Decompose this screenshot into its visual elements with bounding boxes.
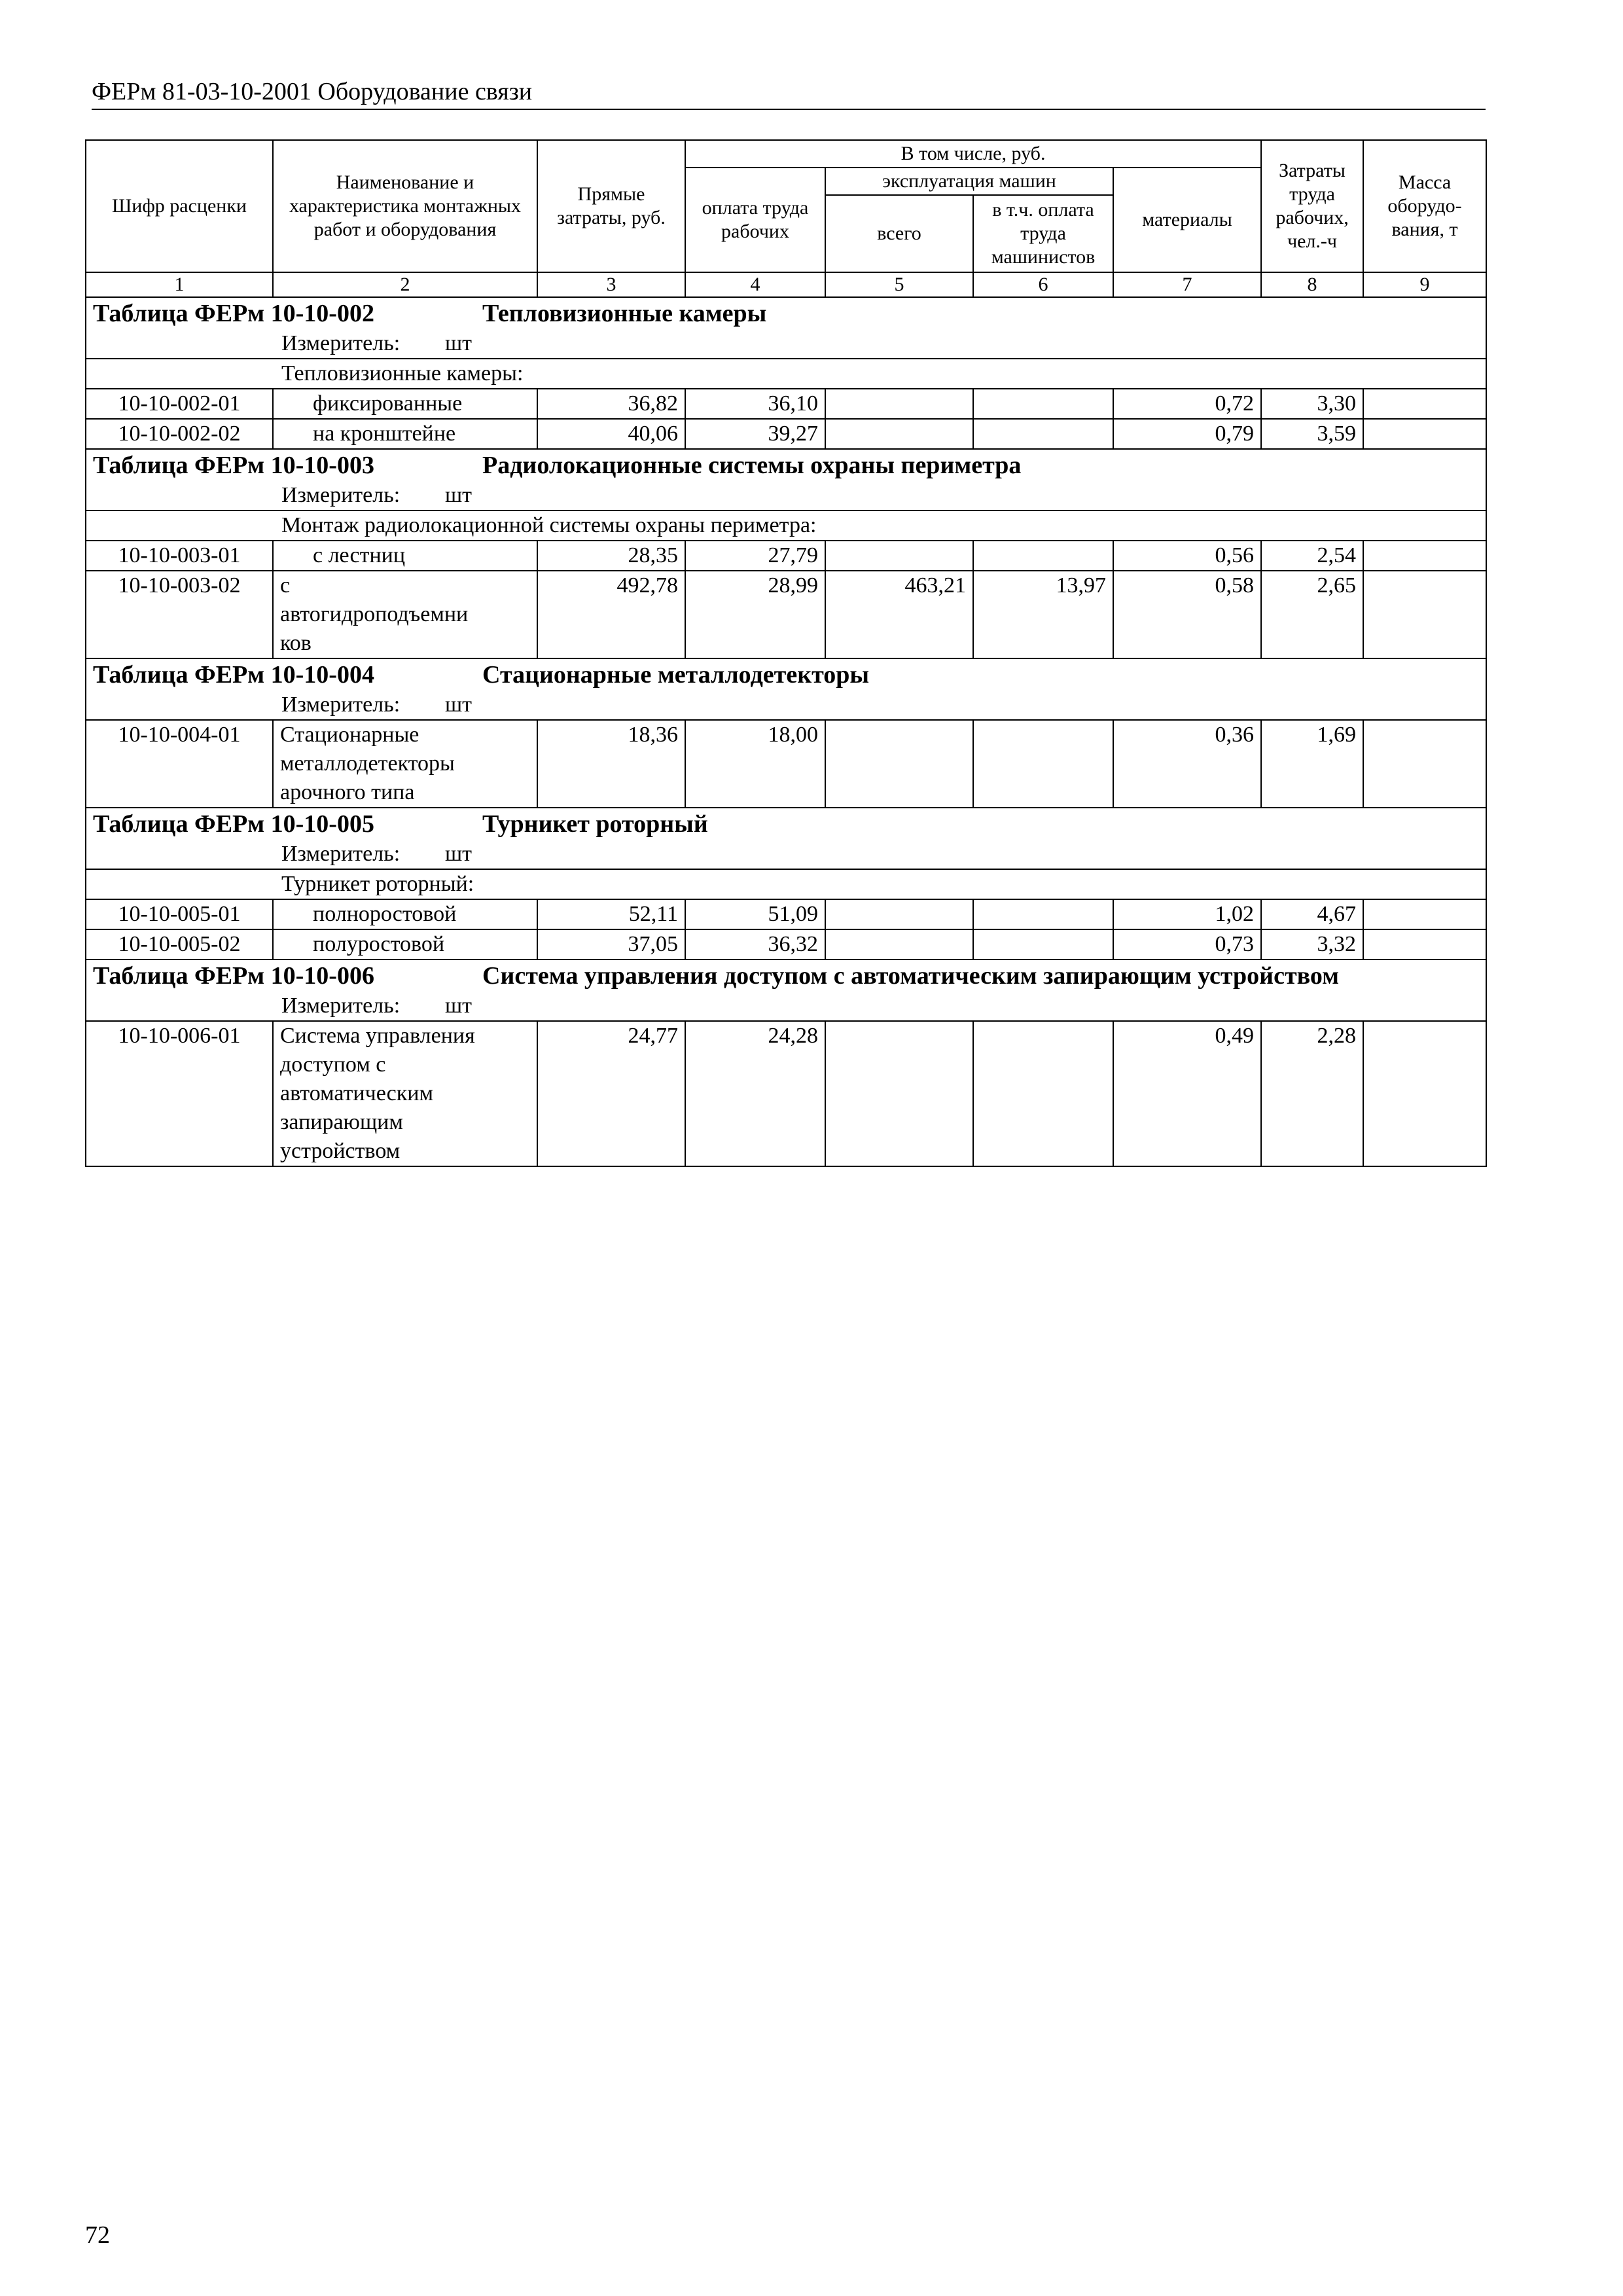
labor-cost: 1,69: [1261, 720, 1363, 808]
materials-cost: 0,79: [1113, 419, 1261, 449]
column-number: 1: [86, 272, 273, 297]
rate-code: 10-10-005-01: [86, 899, 273, 929]
meter-label: Измеритель:: [281, 842, 401, 866]
table-row: [86, 541, 1486, 571]
materials-cost: 0,72: [1113, 389, 1261, 419]
group-cell: [86, 511, 1486, 541]
work-name-line: арочного типа: [280, 780, 415, 804]
work-name-line: автоматическим: [280, 1081, 433, 1105]
rate-code: 10-10-003-02: [86, 571, 273, 658]
work-name: полуростовой: [273, 929, 537, 960]
labor-cost: 3,32: [1261, 929, 1363, 960]
labor-pay: 36,32: [685, 929, 825, 960]
equipment-mass: [1363, 899, 1486, 929]
meter-cell: [86, 481, 1486, 511]
labor-cost: 2,54: [1261, 541, 1363, 571]
table-title-row: [86, 960, 1486, 992]
table-title-cell: [86, 449, 1486, 481]
group-row: [86, 511, 1486, 541]
labor-pay: 27,79: [685, 541, 825, 571]
meter-row: [86, 329, 1486, 359]
direct-cost: 24,77: [537, 1021, 685, 1166]
equipment-mass: [1363, 541, 1486, 571]
direct-cost: 492,78: [537, 571, 685, 658]
machines-total: [825, 1021, 973, 1166]
table-code: Таблица ФЕРм 10-10-006: [93, 962, 374, 990]
work-name-line: запирающим: [280, 1110, 403, 1134]
table-row: [86, 571, 1486, 658]
work-name-line: устройством: [280, 1139, 401, 1163]
meter-label: Измеритель:: [281, 331, 401, 355]
group-row: [86, 359, 1486, 389]
equipment-mass: [1363, 419, 1486, 449]
labor-cost: 3,59: [1261, 419, 1363, 449]
materials-cost: 0,73: [1113, 929, 1261, 960]
direct-cost: 40,06: [537, 419, 685, 449]
labor-pay: 39,27: [685, 419, 825, 449]
work-name-line: металлодетекторы: [280, 751, 455, 776]
table-code: Таблица ФЕРм 10-10-003: [93, 452, 374, 479]
labor-cost: 3,30: [1261, 389, 1363, 419]
table-title-row: [86, 449, 1486, 481]
table-row: [86, 720, 1486, 808]
meter-unit: шт: [445, 483, 473, 507]
table-row: [86, 899, 1486, 929]
rate-code: 10-10-005-02: [86, 929, 273, 960]
table-title: Тепловизионные камеры: [482, 300, 767, 327]
meter-cell: [86, 329, 1486, 359]
table-title: Стационарные металлодетекторы: [482, 661, 870, 689]
rates-table: [85, 139, 1487, 1167]
meter-unit: шт: [445, 994, 473, 1018]
table-title: Система управления доступом с автоматическим запирающим устройством: [482, 962, 1340, 990]
column-numbers-row: [86, 272, 1486, 297]
direct-cost: 36,82: [537, 389, 685, 419]
table-row: [86, 419, 1486, 449]
materials-cost: 0,56: [1113, 541, 1261, 571]
table-code: Таблица ФЕРм 10-10-004: [93, 661, 374, 689]
rate-code: 10-10-002-02: [86, 419, 273, 449]
meter-label: Измеритель:: [281, 692, 401, 717]
equipment-mass: [1363, 571, 1486, 658]
work-name-line: Стационарные: [280, 723, 419, 747]
meter-label: Измеритель:: [281, 994, 401, 1018]
meter-unit: шт: [445, 331, 473, 355]
direct-cost: 37,05: [537, 929, 685, 960]
work-name: [273, 571, 537, 658]
machinists-pay: [973, 720, 1113, 808]
group-cell: [86, 359, 1486, 389]
table-row: [86, 929, 1486, 960]
column-number: 5: [825, 272, 973, 297]
work-name-line: Система управления: [280, 1024, 475, 1048]
machines-total: 463,21: [825, 571, 973, 658]
column-number: 6: [973, 272, 1113, 297]
rate-code: 10-10-003-01: [86, 541, 273, 571]
rate-code: 10-10-002-01: [86, 389, 273, 419]
column-number: 8: [1261, 272, 1363, 297]
meter-unit: шт: [445, 842, 473, 866]
work-name-line: ков: [280, 631, 312, 655]
materials-cost: 0,58: [1113, 571, 1261, 658]
header-labor-cost: Затраты труда рабочих, чел.-ч: [1261, 140, 1363, 272]
column-number: 4: [685, 272, 825, 297]
table-title: Радиолокационные системы охраны периметра: [482, 452, 1022, 479]
table-title-cell: [86, 297, 1486, 329]
machinists-pay: 13,97: [973, 571, 1113, 658]
header-incl: В том числе, руб.: [685, 140, 1261, 168]
machines-total: [825, 389, 973, 419]
materials-cost: 0,36: [1113, 720, 1261, 808]
labor-pay: 28,99: [685, 571, 825, 658]
work-name: [273, 720, 537, 808]
table-title-row: [86, 808, 1486, 840]
table-title: Турникет роторный: [482, 810, 708, 838]
labor-pay: 51,09: [685, 899, 825, 929]
header-code: Шифр расценки: [86, 140, 273, 272]
direct-cost: 52,11: [537, 899, 685, 929]
header-direct: Прямые затраты, руб.: [537, 140, 685, 272]
table-title-cell: [86, 960, 1486, 992]
work-name-line: с: [280, 573, 291, 598]
page-number: 72: [85, 2221, 110, 2249]
labor-cost: 2,28: [1261, 1021, 1363, 1166]
header-materials: материалы: [1113, 168, 1261, 272]
meter-cell: [86, 992, 1486, 1021]
table-title-cell: [86, 808, 1486, 840]
column-number: 7: [1113, 272, 1261, 297]
column-number: 2: [273, 272, 537, 297]
group-label: Тепловизионные камеры:: [281, 361, 524, 386]
work-name: на кронштейне: [273, 419, 537, 449]
equipment-mass: [1363, 929, 1486, 960]
work-name-line: автогидроподъемни: [280, 602, 469, 626]
machines-total: [825, 419, 973, 449]
machinists-pay: [973, 899, 1113, 929]
machines-total: [825, 720, 973, 808]
work-name-line: доступом с: [280, 1052, 386, 1077]
group-label: Монтаж радиолокационной системы охраны периметра:: [281, 513, 817, 537]
meter-label: Измеритель:: [281, 483, 401, 507]
header-rule: [92, 109, 1486, 110]
labor-cost: 4,67: [1261, 899, 1363, 929]
group-label: Турникет роторный:: [281, 872, 474, 896]
meter-unit: шт: [445, 692, 473, 717]
meter-row: [86, 840, 1486, 869]
table-title-row: [86, 658, 1486, 691]
machinists-pay: [973, 419, 1113, 449]
materials-cost: 0,49: [1113, 1021, 1261, 1166]
table-code: Таблица ФЕРм 10-10-002: [93, 300, 374, 327]
machines-total: [825, 541, 973, 571]
materials-cost: 1,02: [1113, 899, 1261, 929]
work-name: полноростовой: [273, 899, 537, 929]
machinists-pay: [973, 1021, 1113, 1166]
header-machinists-pay: в т.ч. оплата труда машинистов: [973, 195, 1113, 272]
labor-pay: 18,00: [685, 720, 825, 808]
header-name: Наименование и характеристика монтажных работ и оборудования: [273, 140, 537, 272]
machinists-pay: [973, 541, 1113, 571]
meter-row: [86, 481, 1486, 511]
equipment-mass: [1363, 389, 1486, 419]
table-code: Таблица ФЕРм 10-10-005: [93, 810, 374, 838]
labor-pay: 36,10: [685, 389, 825, 419]
table-row: [86, 389, 1486, 419]
equipment-mass: [1363, 720, 1486, 808]
column-number: 3: [537, 272, 685, 297]
header-labor-pay: оплата труда рабочих: [685, 168, 825, 272]
machinists-pay: [973, 389, 1113, 419]
table-title-row: [86, 297, 1486, 329]
equipment-mass: [1363, 1021, 1486, 1166]
header-machines-total: всего: [825, 195, 973, 272]
rate-code: 10-10-006-01: [86, 1021, 273, 1166]
meter-cell: [86, 840, 1486, 869]
meter-row: [86, 992, 1486, 1021]
direct-cost: 28,35: [537, 541, 685, 571]
direct-cost: 18,36: [537, 720, 685, 808]
group-cell: [86, 869, 1486, 899]
machinists-pay: [973, 929, 1113, 960]
labor-cost: 2,65: [1261, 571, 1363, 658]
work-name: фиксированные: [273, 389, 537, 419]
running-head: ФЕРм 81-03-10-2001 Оборудование связи: [92, 78, 533, 105]
rate-code: 10-10-004-01: [86, 720, 273, 808]
header-machines: эксплуатация машин: [825, 168, 1113, 195]
group-row: [86, 869, 1486, 899]
work-name: с лестниц: [273, 541, 537, 571]
column-number: 9: [1363, 272, 1486, 297]
table-row: [86, 1021, 1486, 1166]
table-title-cell: [86, 658, 1486, 691]
meter-row: [86, 691, 1486, 720]
machines-total: [825, 899, 973, 929]
header-mass: Масса оборудо- вания, т: [1363, 140, 1486, 272]
machines-total: [825, 929, 973, 960]
meter-cell: [86, 691, 1486, 720]
work-name: [273, 1021, 537, 1166]
labor-pay: 24,28: [685, 1021, 825, 1166]
